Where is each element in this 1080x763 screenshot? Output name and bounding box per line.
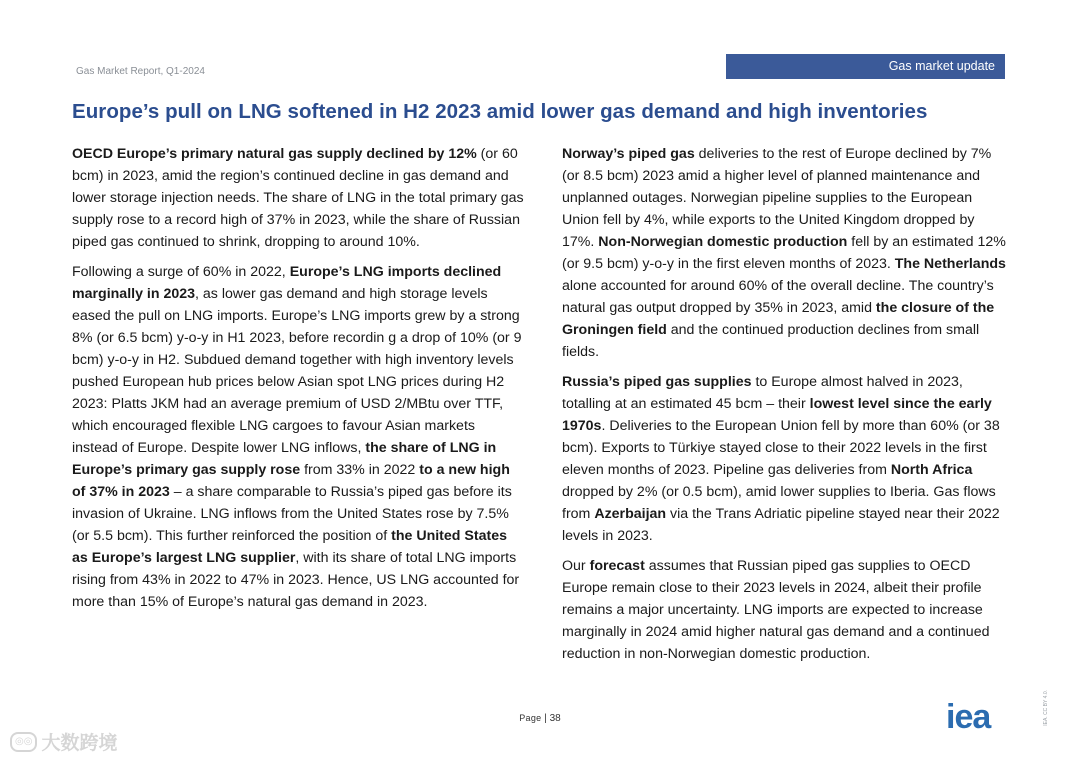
paragraph xyxy=(72,261,524,613)
bold-text: to a new high of 37% in 2023 xyxy=(72,462,510,500)
right-column xyxy=(562,143,1010,673)
body-text: from 33% in 2022 xyxy=(300,462,420,478)
body-text: , as lower gas demand and high storage levels eased the pull on LNG imports. Europe’s LNG imports grew by a strong 8% (or 6.5 bcm) y-o-y in H1 2023, before recordin g a drop of 10% (or 9 bcm) y-o-y in H2. Subdued demand together with high inventory levels pushed European hub prices below Asian spot LNG prices during H2 2023: Platts JKM had an average premium of USD 2/MBtu over TTF, which encouraged flexible LNG cargoes to favour Asian markets instead of Europe. Despite lower LNG inflows, xyxy=(72,286,522,456)
bold-text: OECD Europe’s primary natural gas supply declined by 12% xyxy=(72,146,477,162)
section-tab: Gas market update xyxy=(726,54,1005,79)
body-text: alone accounted for around 60% of the overall decline. The country’s natural gas output dropped by 35% in 2023, amid xyxy=(562,278,994,316)
body-text: Our xyxy=(562,558,590,574)
bold-text: the closure of the Groningen field xyxy=(562,300,995,338)
body-text: to Europe almost halved in 2023, totalling at an estimated 45 bcm – their xyxy=(562,374,963,412)
body-text: deliveries to the rest of Europe declined by 7% (or 8.5 bcm) 2023 amid a higher level of planned maintenance and unplanned outages. Norwegian pipeline supplies to the European Union fell by 4%, while exports to the United Kingdom dropped by 17%. xyxy=(562,146,992,250)
bold-text: North Africa xyxy=(890,462,973,478)
bold-text: Norway’s piped gas xyxy=(562,146,695,162)
page-separator: | xyxy=(541,713,550,724)
page-number-value: 38 xyxy=(549,713,561,724)
paragraph xyxy=(562,143,1010,363)
page-title: Europe’s pull on LNG softened in H2 2023 amid lower gas demand and high inventories xyxy=(72,100,928,123)
bold-text: the share of LNG in Europe’s primary gas supply rose xyxy=(72,440,497,478)
body-text: Following a surge of 60% in 2022, xyxy=(72,264,290,280)
body-text: dropped by 2% (or 0.5 bcm), amid lower supplies to Iberia. Gas flows from xyxy=(562,484,996,522)
bold-text: lowest level since the early 1970s xyxy=(562,396,992,434)
bold-text: the United States as Europe’s largest LNG supplier xyxy=(72,528,507,566)
paragraph xyxy=(72,143,524,253)
bold-text: Azerbaijan xyxy=(594,506,667,522)
page-number xyxy=(0,713,1080,724)
body-text: assumes that Russian piped gas supplies to OECD Europe remain close to their 2023 levels in 2024, albeit their profile remains a major uncertainty. LNG imports are expected to increase marginally in 2024 amid higher natural gas demand and a continued reduction in non-Norwegian domestic production. xyxy=(562,558,990,662)
license-text: IEA. CC BY 4.0. xyxy=(1043,690,1049,726)
page-label: Page xyxy=(519,713,542,723)
paragraph xyxy=(562,555,1010,665)
bold-text: Non-Norwegian domestic production xyxy=(598,234,848,250)
bold-text: Europe’s LNG imports declined marginally in 2023 xyxy=(72,264,502,302)
body-text: (or 60 bcm) in 2023, amid the region’s continued decline in gas demand and lower storage injection needs. The share of LNG in the total primary gas supply rose to a record high of 37% in 2023, while the share of Russian piped gas continued to shrink, dropping to around 10%. xyxy=(72,146,524,250)
bold-text: forecast xyxy=(589,558,645,574)
body-text: – a share comparable to Russia’s piped gas before its invasion of Ukraine. LNG inflows from the United States rose by 7.5% (or 5.5 bcm). This further reinforced the position of xyxy=(72,484,512,544)
watermark-text: 大数跨境 xyxy=(41,733,118,754)
iea-logo: iea xyxy=(946,698,991,736)
bold-text: Russia’s piped gas supplies xyxy=(562,374,752,390)
left-column xyxy=(72,143,524,621)
bold-text: The Netherlands xyxy=(894,256,1006,272)
paragraph xyxy=(562,371,1010,547)
body-text: . Deliveries to the European Union fell by more than 60% (or 38 bcm). Exports to Türkiye stayed close to their 2022 levels in the first eleven months of 2023. Pipeline gas deliveries from xyxy=(562,418,1000,478)
body-text: , with its share of total LNG imports rising from 43% in 2022 to 47% in 2023. Hence, US LNG accounted for more than 15% of Europe’s natural gas demand in 2023. xyxy=(72,550,520,610)
watermark xyxy=(10,728,117,755)
body-text: fell by an estimated 12% (or 9.5 bcm) y-o-y in the first eleven months of 2023. xyxy=(562,234,1006,272)
body-text: via the Trans Adriatic pipeline stayed near their 2022 levels in 2023. xyxy=(562,506,1000,544)
watermark-icon: ◎◎ xyxy=(10,732,37,752)
report-label: Gas Market Report, Q1-2024 xyxy=(76,66,205,77)
body-text: and the continued production declines from small fields. xyxy=(562,322,980,360)
